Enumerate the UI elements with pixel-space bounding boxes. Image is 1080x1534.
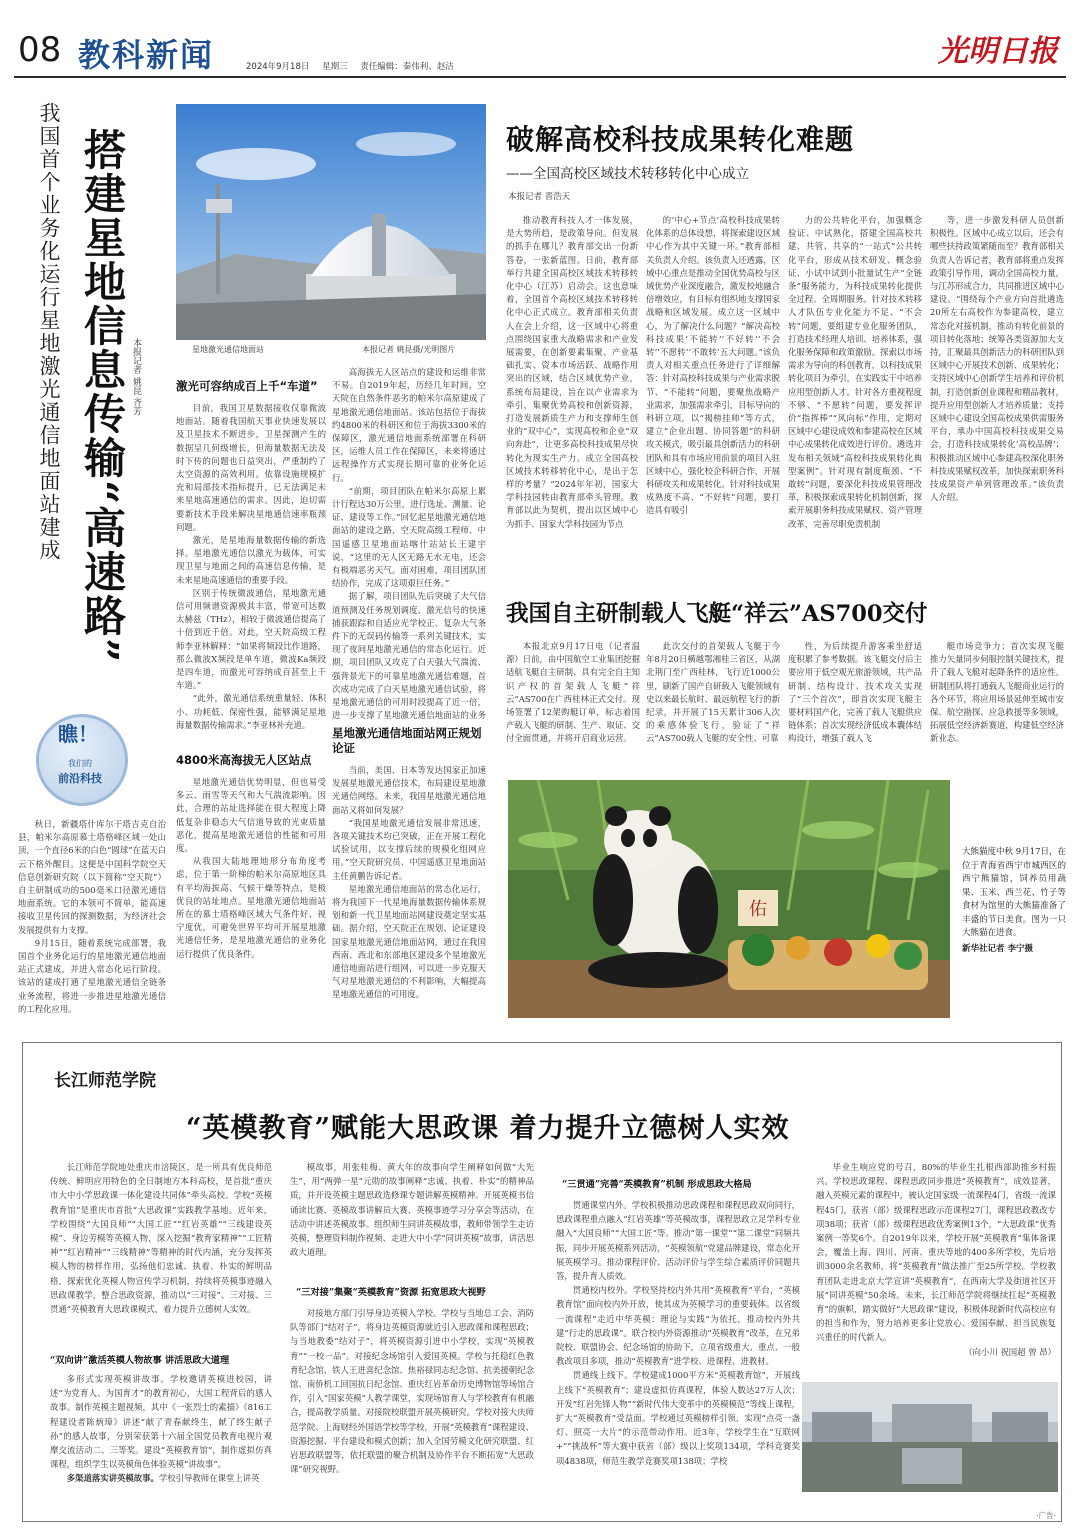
article1-para: “我国星地激光通信发展非常迅速，各项关键技术均已突破，正在开展工程化试验试用，以支撑后续的规模化组网应用。”空天院研究员、中国遥感卫星地面站主任黄鹏告诉记者。 [332, 817, 486, 881]
article1-col5 [332, 764, 486, 1026]
article1-subhead-3: 星地激光通信地面站网正规划论证 [332, 726, 482, 755]
article3-para: 本报北京9月17日电（记者温源）日前，由中国航空工业集团挖掘适航飞艇自主研制、具有完全自主知识产权的首架载人飞艇“祥云”AS700在广西桂林正式交付。现场签署了12架购艇订单，标志着国产载人飞艇的研制、生产、取证、交付全面贯通，并将开启商业运营。 [506, 641, 640, 744]
page-header [14, 26, 1066, 82]
photo1-credit: 本报记者 姚昆摄/光明图片 [362, 345, 456, 354]
ad-para: 学校引导教师在课堂上讲英 [158, 1473, 260, 1484]
article2-subtitle: ——全国高校区域技术转移转化中心成立 [506, 166, 749, 182]
article1-para: 星地激光通信地面站的常态化运行，将为我国下一代星地海量数据传输体系规划和新一代卫星地面站网建设奠定坚实基础。据介绍，空天院正在规划、论证建设国家星地激光通信地面站网，通过在我国西南、西北和东部地区建设多个星地激光通信地面站进行组网，可以进一步克服天气对星地激光通信的不利影响，大幅提高星地激光通信的可用度。 [332, 883, 486, 1000]
article1-para: 据了解，项目团队先后突破了大气信道预测及任务规划调度、激光信号的快速捕获跟踪和自适应光学校正、复杂大气条件下的无误码传输等一系列关键技术，实现了夜间星地激光通信的常态化运行。近期，项目团队又攻克了白天强大气湍流、强背景光下的可靠星地激光通信难题，首次成功完成了白天星地激光通信试验，将星地激光通信的可用时段提高了近一倍，进一步支撑了星地激光通信地面站的业务 [332, 591, 486, 720]
panda-caption-credit: 新华社记者 李宁摄 [962, 943, 1033, 954]
ad-para: 多形式实现英模讲故事。学校邀请英模进校园，讲述“为党育人、为国育才”的教育初心，大国工程背后的感人故事。制作英模主题视频，其中《一张烈士的素描》《816工程建设者陈炳璋》讲述“献了青春献终生，献了终生献子孙”的感人故事，分别荣获第十六届全国党员教育电视片观摩交流活动二、三等奖。建设“英模教育馆”，制作虚拟仿真课程，组织学生以英模角色体验英模“讲故事”。 [50, 1374, 272, 1470]
ad-subhead-3: “三贯通”完善“英模教育”机制 形成思政大格局 [562, 1179, 752, 1190]
article1-col1 [18, 818, 166, 1030]
issue-weekday: 星期三 [322, 62, 348, 72]
article2-col2 [646, 214, 780, 562]
article3-para: 艇市场竞争力；首次实现飞艇推力矢量同步伺服控制关键技术，提升了载人飞艇对起降条件的适应性。研制团队将打通载人飞艇商业运行的各个环节，将应用场景延伸至城市安保、航空勘探、应急救援等多领域，拓展低空经济新赛道，构建低空经济新业态。 [930, 641, 1064, 744]
article1-col4 [332, 366, 486, 720]
article1-para: “此外，激光通信系统重量轻、体积小、功耗低、保密性强，能够满足星地海量数据传输需求。”李亚林补充道。 [176, 693, 326, 730]
article1-para: 目前，我国卫星数据接收仅靠微波地面站。随着我国航天事业快速发展以及卫星技术不断进步，卫星探测产生的数据呈几何级增长，但海量数据无法及时下传的问题也日益突出，严重制约了太空资源的高效利用。依靠设施规模扩充和局部技术指标提升，已无法满足未来星地高速通信的需求。因此，迫切需要新技术手段来解决星地通信速率瓶颈问题。 [176, 403, 326, 532]
ad-subhead-2: “三对接”集聚“英模教育”资源 拓宽思政大视野 [296, 1287, 486, 1298]
ad-subhead-1: “双向讲”激活英模人物故事 讲活思政大道理 [50, 1355, 230, 1366]
article3-col1 [506, 640, 640, 768]
article1-subhead-1: 激光可容纳成百上千“车道” [176, 379, 318, 393]
panda-photo-caption [962, 846, 1066, 956]
article2-col4 [930, 214, 1064, 562]
article3-para: 此次交付的首架载人飞艇于今年8月20日横越鄂湘桂三省区，从湖北荆门至广西桂林，飞行近1000公里，刷新了国产自研载人飞艇领域有史以来最长航时、最远航程飞行的新纪录，并开展了15天累计306人次的乘感体验飞行，验证了“祥云”AS700载人飞艇的安全性、可靠 [646, 641, 780, 744]
ad-col2b [290, 1306, 534, 1510]
ground-station-photo [176, 104, 486, 340]
ad-para: 毕业生响应党的号召，80%的毕业生扎根西部助推乡村振兴。学校思政课程、课程思政同步推进“英模教育”，成效显著，融入英模元素的课程中，被认定国家级一流课程4门，省级一流课程45门，获省（部）级课程思政示范课程27门，课程思政教改专项38项；获省（部）级课程思政优秀案例13个，“大思政课”优秀案例一等奖6个。自2019年以来，学校开展“英模教育”集体备课会，覆盖上海、四川、河南、重庆等地的400多所学校，先后培训3000余名教师，将“英模教育”做法推广至25所学校。学校教育团队走进北京大学宣讲“英模教育”，在西南大学及街道社区开展“同讲英模”50余场。未来，长江师范学院将继续扛起“英模教育”的旗帜，踏实做好“大思政课”建设，积极体现新时代高校应有的担当和作为，努力培养更多让党放心、爱国奉献、担当民族复兴重任的时代新人。 [816, 1162, 1056, 1343]
page-number: 08 [18, 30, 62, 70]
article1-para: “前期，项目团队在帕米尔高原上累计行程达30万公里，进行选址、测量、论证、建设等工作。”回忆起星地激光通信地面站的建设之路，空天院高级工程师、中国遥感卫星地面站喀什站站长王建宇说，“这里的无人区无路无水无电，还会有极端恶劣天气。面对困难，项目团队团结协作，完成了这项艰巨任务。” [332, 485, 486, 589]
panda-caption-text: 大熊猫度中秋 9月17日，在位于青海省西宁市城西区的西宁熊猫馆，饲养员用蔬果、玉米、西兰花、竹子等食材为馆里的大熊猫准备了丰盛的节日美食。图为一只大熊猫在进食。 [962, 847, 1066, 938]
ad-label: ·广告· [1036, 1511, 1056, 1520]
article2-col1 [506, 214, 638, 562]
article1-col3 [176, 776, 326, 1026]
ad-col1 [50, 1160, 272, 1350]
ad-credit: （向小川 祝国超 曾 昂） [964, 1346, 1056, 1357]
ad-col2 [290, 1160, 534, 1274]
badge-title: 瞧！ [58, 722, 98, 746]
article2-para: 等，进一步激发科研人员创新积极性。区域中心成立以后，还会有哪些扶持政策紧随而至？教育部相关负责人告诉记者，教育部将重点发挥政策引导作用，调动全国高校力量，与江苏形成合力，共同推进区域中心建设。“围绕每个产业方向首批遴选20所左右高校作为参建高校，建立常态化对接机制，推动有转化前景的项目转化落地；统筹各类资源加大支持，汇聚最具创新活力的科研团队到区域中心开展技术创新、成果转化；支持区域中心创新学生培养和评价机制，打造创新创业课程和精品教材，提升应用型创新人才培养质量；支持区域中心建设全国高校成果供需服务平台，承办中国高校科技成果交易会，打造科技成果转化‘高校品牌’；积极推动区域中心参建高校深化职务科技成果赋权改革，加快探索职务科技成果资产单列管理改革。”该负责人介绍。 [930, 215, 1064, 503]
article2-col3 [788, 214, 922, 562]
ad-para: 长江师范学院地处重庆市涪陵区，是一所具有优良师范传统、鲜明应用特色的全日制地方本科高校，是首批“重庆市大中小学思政课一体化建设共同体”牵头高校。学校“英模教育馆”是重庆市首批“大思政课”实践教学基地。近年来，学校围绕“大国良师”“大国工匠”“红岩英雄”“三线建设英模”、身边劳模等英模人物，深入挖掘“教育家精神”“工匠精神”“红岩精神”“三线精神”等精神的时代内涵，充分发挥英模人物的榜样作用，弘扬他们忠诚、执着、朴实的鲜明品格，探索优化英模人物宣传学习机制，持续将英模事迹融入思政课教学，整合思政资源，推动以“三对接”、三对接、三贯通”英模教育大思政课模式，着力提升立德树人实效。 [50, 1162, 272, 1315]
article3-col2 [646, 640, 780, 768]
article3-col4 [930, 640, 1064, 768]
article1-para: 激光，是星地海量数据传输的新选择。星地激光通信以激光为载体，可实现卫星与地面之间的高速信息传输，是未来星地高速通信的重要手段。 [176, 535, 326, 585]
ad-col1b [50, 1372, 272, 1510]
article2-para: 力的公共转化平台，加强概念验证、中试熟化，搭建全国高校共建、共管、共享的“一站式”公共转化平台，形成从技术研发、概念验证、小试中试到小批量试生产“全链条”服务能力，为科技成果转化提供全过程、全周期服务。针对技术转移人才队伍专业化能力不足、“不会转”问题，要组建专业化服务团队，打造技术经理人培训、培养体系，强化服务保障和政策激励。探索以市场需求为导向的科创教育，以科技成果转化项目为牵引，在实践实干中培养应用型创新人才。针对各方重视程度不够、“不愿转”问题，要发挥评价“指挥棒”“风向标”作用，定期对区域中心建设成效和参建高校在区域中心成果转化成效进行评价。遴选并发布相关领域“高校科技成果转化典型案例”。针对现有制度瓶颈、“不敢转”问题，要深化科技成果管理改革，积极探索成果转化机制创新，探索开展职务科技成果赋权、资产管理改革，完善尽职免责机制 [788, 215, 922, 529]
article1-subhead-2: 4800米高海拔无人区站点 [176, 753, 312, 767]
article2-byline: 本报记者 晋浩天 [508, 192, 571, 202]
article1-lead: 秋日，新疆塔什库尔干塔吉克自治县，帕米尔高原慕士塔格峰区域一处山顶，一个直径6米的白色“圆球”在蓝天白云下格外醒目。这便是中国科学院空天信息创新研究院（以下简称“空天院”）自主研制成功的500毫米口径激光通信地面系统。它的本领可不简单，能高速接收卫星传回的探测数据，为经济社会发展提供有力支撑。 [18, 819, 166, 935]
issue-editors: 责任编辑：秦伟利、赵洁 [360, 62, 454, 72]
article3-title: 我国自主研制载人飞艇“祥云”AS700交付 [506, 601, 928, 627]
article1-para: 星地激光通信优势明显，但也易受多云、雨雪等天气和大气湍流影响。因此，合理的站址选择能在很大程度上降低复杂非稳态大气信道导致的光束质量恶化，提高星地激光通信的性能和可用度。 [176, 777, 326, 854]
article2-para: 的‘中心+节点’高校科技成果转化体系的总体设想，将探索建设区域中心作为其中关键一环。”教育部相关负责人介绍。该负责人还透露，区域中心重点是推动全国优势高校与区域优势产业深度融合，激发校地融合倍增效应，有目标有组织地支撑国家战略和区域发展。成立这一区域中心，为了解决什么问题？“解决高校科技成果‘不能转’‘不好转’‘不会转’‘不愿转’‘不敢转’五大问题。”该负责人对相关重点任务进行了详细解答：针对高校科技成果与产业需求脱节、“不能转”问题，要聚焦战略产业需求，加强需求牵引，目标导向的科研立项，以“揭榜挂帅”等方式，建立“企业出题、协同答题”的科研攻关模式，吸引最具创新活力的科研团队和具有市场应用前景的项目入驻区域中心，强化校企科研合作，开展科研攻关和成果转化。针对科技成果成熟度不高、“不好转”问题，要打造具有吸引 [646, 215, 780, 516]
article1-byline: 本报记者 姚昆 齐芳 [131, 338, 141, 416]
panda-photo [508, 780, 950, 1018]
article1-para: 9月15日，随着系统完成部署，我国首个业务化运行的星地激光通信地面站正式建成，并进入常态化运行阶段。该站的建成打通了星地激光通信全链条业务流程，将进一步推进星地激光通信的工程化应用。 [18, 937, 166, 1014]
photo1-caption: 星地激光通信地面站 [192, 345, 264, 354]
ad-para: 模故事，用张桂梅、黄大年的故事向学生阐释如何做“大先生”，用“两弹一星”元勋的故事阐释“忠诚、执着、朴实”的精神品质，并开设英模主题思政选修课专题讲解英模精神。开展英模书信诵读比赛、英模故事讲解员大赛、英模事迹学习分享会等活动，在活动中讲述英模故事。组织师生同讲英模故事，教师带领学生走访英模，整理资料制作视频、走进大中小学“同讲英模”故事，讲活思政大道理。 [290, 1162, 534, 1258]
section-title: 教科新闻 [78, 36, 215, 74]
badge-subtitle-1: 我们的 [68, 759, 92, 768]
ad-para: 贯通校内校外。学校坚持校内外共用“英模教育”平台，“英模教育馆”面向校内外开放，使其成为英模学习的重要载体。以省级一流课程“走近中华英模：理论与实践”为依托，推动校内外共建“行走的思政课”。联合校内外资源推动“英模教育”改革，在兄弟院校、联盟协会、纪念场馆的协助下，立项省级重大、重点、一般教改项目多项，推动“英模教育”进学校、进课程、进教材。 [556, 1285, 800, 1367]
article1-para: 当前，美国、日本等发达国家正加速发展星地激光通信技术，布局建设星地激光通信网络。未来，我国星地激光通信地面站又将如何发展？ [332, 765, 486, 815]
article2-title: 破解高校科技成果转化难题 [506, 123, 855, 156]
badge-subtitle-2: 前沿科技 [58, 772, 102, 785]
ad-para: 对接地方部门引导身边英模入学校。学校与当地总工会、消防队等部门“结对子”，将身边英模资源就近引入思政课和课程思政；与当地教委“结对子”，将英模资源引进中小学校，实现“英模教育”“一校一品”。对接纪念场馆引入爱国英模。学校与托稳红色教育纪念馆、铁人王进喜纪念馆、焦裕禄同志纪念馆、抗美援朝纪念馆、南侨机工回国抗日纪念馆、重庆红岩革命历史博物馆等场馆合作，引入“国家英模”人教学课堂，实现场馆育人与学校教育有机融合，提高教学质量。对接院校联盟开展英模研究。学校对接大庆师范学院、上海财经外国语学校等学校，开展“英模教育”课程建设、资源挖掘、平台建设和模式创新；加入全国劳模文化研究联盟、红岩思政联盟等，依托联盟的聚合机制及协作平台不断拓宽“大思政课”研究视野。 [290, 1308, 534, 1475]
ad-school-name: 长江师范学院 [54, 1071, 156, 1091]
article1-para: 区别于传统微波通信，星地激光通信可用频谱资源极其丰富，带宽可达数太赫兹（THz），相较于微波通信提高了十倍到近千倍。对此，空天院高级工程师李亚林解释：“如果将频段比作道路，那么微波X频段是单车道，微波Ka频段是四车道，而激光可容纳成百甚至上千车道。” [176, 587, 326, 691]
article3-col3 [788, 640, 922, 768]
campus-photo [802, 1382, 1058, 1492]
ad-col4 [816, 1160, 1056, 1376]
ad-para: 贯通线上线下。学校建成1000平方米“英模教育馆”，开展线上线下“英模教育”；建设虚拟仿真课程，体验人数达27万人次；开发“红岩先锋人物”“新时代伟大变革中的英模模范”等线上课程，扩大“英模教育”受益面。学校通过英模榜样引领，实现“点亮一盏灯、照亮一大片”的示范带动作用。近3年，学校学生在“互联网+”“挑战杯”等大赛中获省（部）级以上奖项134项，学科竞赛奖项4838项，师范生教学竞赛奖项138项；学校 [556, 1370, 800, 1466]
issue-date: 2024年9月18日 [246, 62, 310, 72]
ad-lead-bold: 多渠道落实讲英模故事。 [66, 1473, 159, 1484]
article1-para: 高海拔无人区站点的建设和运维非常不易。自2019年起，历经几年时间，空天院在自然条件恶劣的帕米尔高原建成了星地激光通信地面站。该站包括位于海拔约4800米的科研区和位于海拔3300米的保障区，激光通信地面系统部署在科研区，运维人员工作在保障区，未来将通过远程操作方式实现长期可靠的业务化运行。 [332, 367, 486, 483]
issue-meta [246, 60, 464, 72]
header-divider [14, 76, 1066, 78]
article1-col2 [176, 402, 326, 742]
article1-para: 从我国大陆地理地形分布角度考虑，位于第一阶梯的帕米尔高原地区具有平均海拔高、气候干燥等特点，是极优良的站址地点。星地激光通信地面站所在的慕士塔格峰区域大气条件好、视宁度优，可避免世界平均可开展星地激光通信任务，是星地激光通信的业务化运行提供了优良条件。 [176, 856, 326, 959]
article2-para: 推动教育科技人才一体发展，是大势所趋，是政策导向。但发展的抓手在哪儿？教育部交出一份新答卷，一张新蓝图。日前，教育部举行共建全国高校区域技术转移转化中心（江苏）启动会。这也意味着，全国首个高校区域技术转移转化中心正式成立。教育部相关负责人在会上介绍，这一区域中心将重点围绕国家重大战略需求和产业发展需要，在创新要素集聚、产业基础扎实、资本市场活跃、战略作用突出的区域，结合区域优势产业，系统布局建设，旨在以产业需求为牵引，集聚优势高校和创新资源，打造发展新质生产力和支撑师生创业的“双中心”，实现高校和企业“双向奔赴”，让更多高校科技成果尽快转化为现实生产力。成立全国高校区域技术转移转化中心，是出于怎样的考量？“2024年年初，国家大学科技园转由教育部牵头管理。教育部以此为契机，提出以区域中心为抓手、国家大学科技园为节点 [506, 215, 638, 529]
article3-para: 性，为后续提升游客乘坐舒适度积累了参考数据。该飞艇交付后主要应用于低空观光旅游领域，共产品研制、结构设计、技术攻关实现了“三个首次”，即首次实现飞艇主要材料国产化，完善了载人飞艇供应链体系；首次实现经济低成本囊体结构设计，增强了载人飞 [788, 641, 922, 744]
article1-title: 搭建星地信息传输“高速路” [78, 128, 127, 665]
newspaper-logo: 光明日报 [938, 34, 1058, 69]
ad-col3 [556, 1198, 800, 1510]
article1-subtitle: 我国首个业务化运行星地激光通信地面站建成 [37, 102, 61, 562]
feature-badge [28, 708, 134, 814]
ad-title: “英模教育”赋能大思政课 着力提升立德树人实效 [186, 1113, 790, 1144]
panda-sign-text: 佑 [749, 899, 767, 920]
ad-para: 贯通课堂内外。学校积极推动思政课程和课程思政双向同行，思政课程重点融入“红岩英雄”等英模故事，课程思政立足学科专业融入“大国良师”“大国工匠”等。推动“第一课堂”“第二课堂”同频共振，同步开展英模系列活动，“英模领航”党建品牌建设，常态化开展英模学习。推动课程评价、活动评价与学生综合素质评价同题共答，提升育人质效。 [556, 1200, 800, 1282]
